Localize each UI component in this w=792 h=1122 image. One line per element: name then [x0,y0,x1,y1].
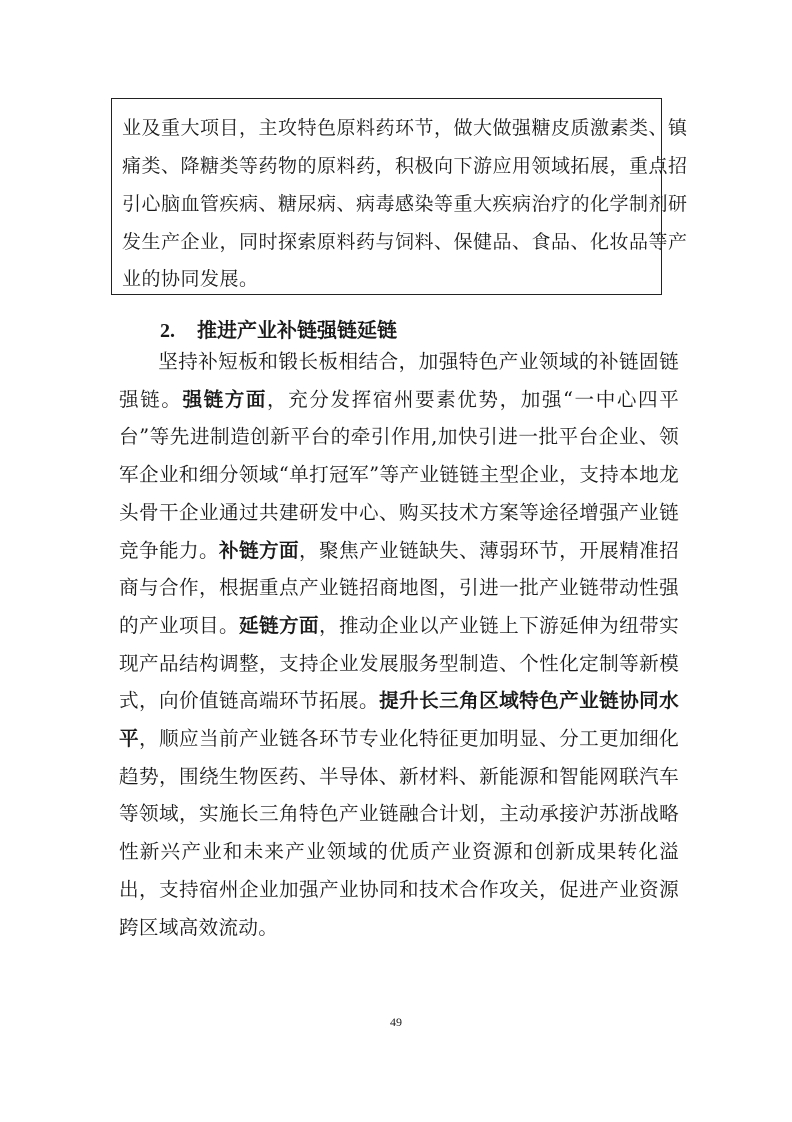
body-paragraph [119,343,679,946]
paragraph-text-3: ，聚焦产业链缺失、薄弱环节，开展精准招商与合作，根据重点产业链招商地图，引进一批产业链带动性强的产业项目。 [119,538,680,637]
bold-phrase-strengthen-chain: 强链方面 [182,387,268,411]
paragraph-text-4: ，推动企业以产业链上下游延伸为纽带实现产品结构调整，支持企业发展服务型制造、个性化定制等新模式，向价值链高端环节拓展。 [119,613,679,713]
box-line-3: 引心脑血管疾病、糖尿病、病毒感染等重大疾病治疗的化学制剂研 [122,193,688,215]
section-heading [160,314,397,343]
box-line-5: 业的协同发展。 [122,268,259,290]
paragraph-text-1: 坚持补短板和锻长板相结合，加强特色产业领域的补链固链强链。 [119,350,679,411]
bold-phrase-supplement-chain: 补链方面 [219,538,300,562]
paragraph-text-2: ，充分发挥宿州要素优势，加强“一中心四平台”等先进制造创新平台的牵引作用,加快引进一批平台企业、领军企业和细分领域“单打冠军”等产业链链主型企业，支持本地龙头骨干企业通过共建研发中心、购买技术方案等途径增强产业链竞争能力。 [119,387,680,562]
box-line-1: 业及重大项目，主攻特色原料药环节，做大做强糖皮质激素类、镇 [122,117,688,139]
boxed-text-block [111,98,688,295]
box-line-2: 痛类、降糖类等药物的原料药，积极向下游应用领域拓展，重点招 [122,155,688,177]
page-number: 49 [390,1015,402,1029]
box-line-4: 发生产企业，同时探索原料药与饲料、保健品、食品、化妆品等产 [122,231,688,253]
paragraph-text-5: ，顺应当前产业链各环节专业化特征更加明显、分工更加细化趋势，围绕生物医药、半导体、新材料、新能源和智能网联汽车等领域，实施长三角特色产业链融合计划，主动承接沪苏浙战略性新兴产业和未来产业领域的优质产业资源和创新成果转化溢出，支持宿州企业加强产业协同和技术合作攻关，促进产业资源跨区域高效流动。 [119,727,679,939]
bold-phrase-yangtze-delta: 提升长三角区域特色产业链协同水平 [119,689,680,751]
bold-phrase-extend-chain: 延链方面 [239,613,320,637]
section-title: 推进产业补链强链延链 [197,318,397,342]
section-number: 2. [160,320,175,342]
